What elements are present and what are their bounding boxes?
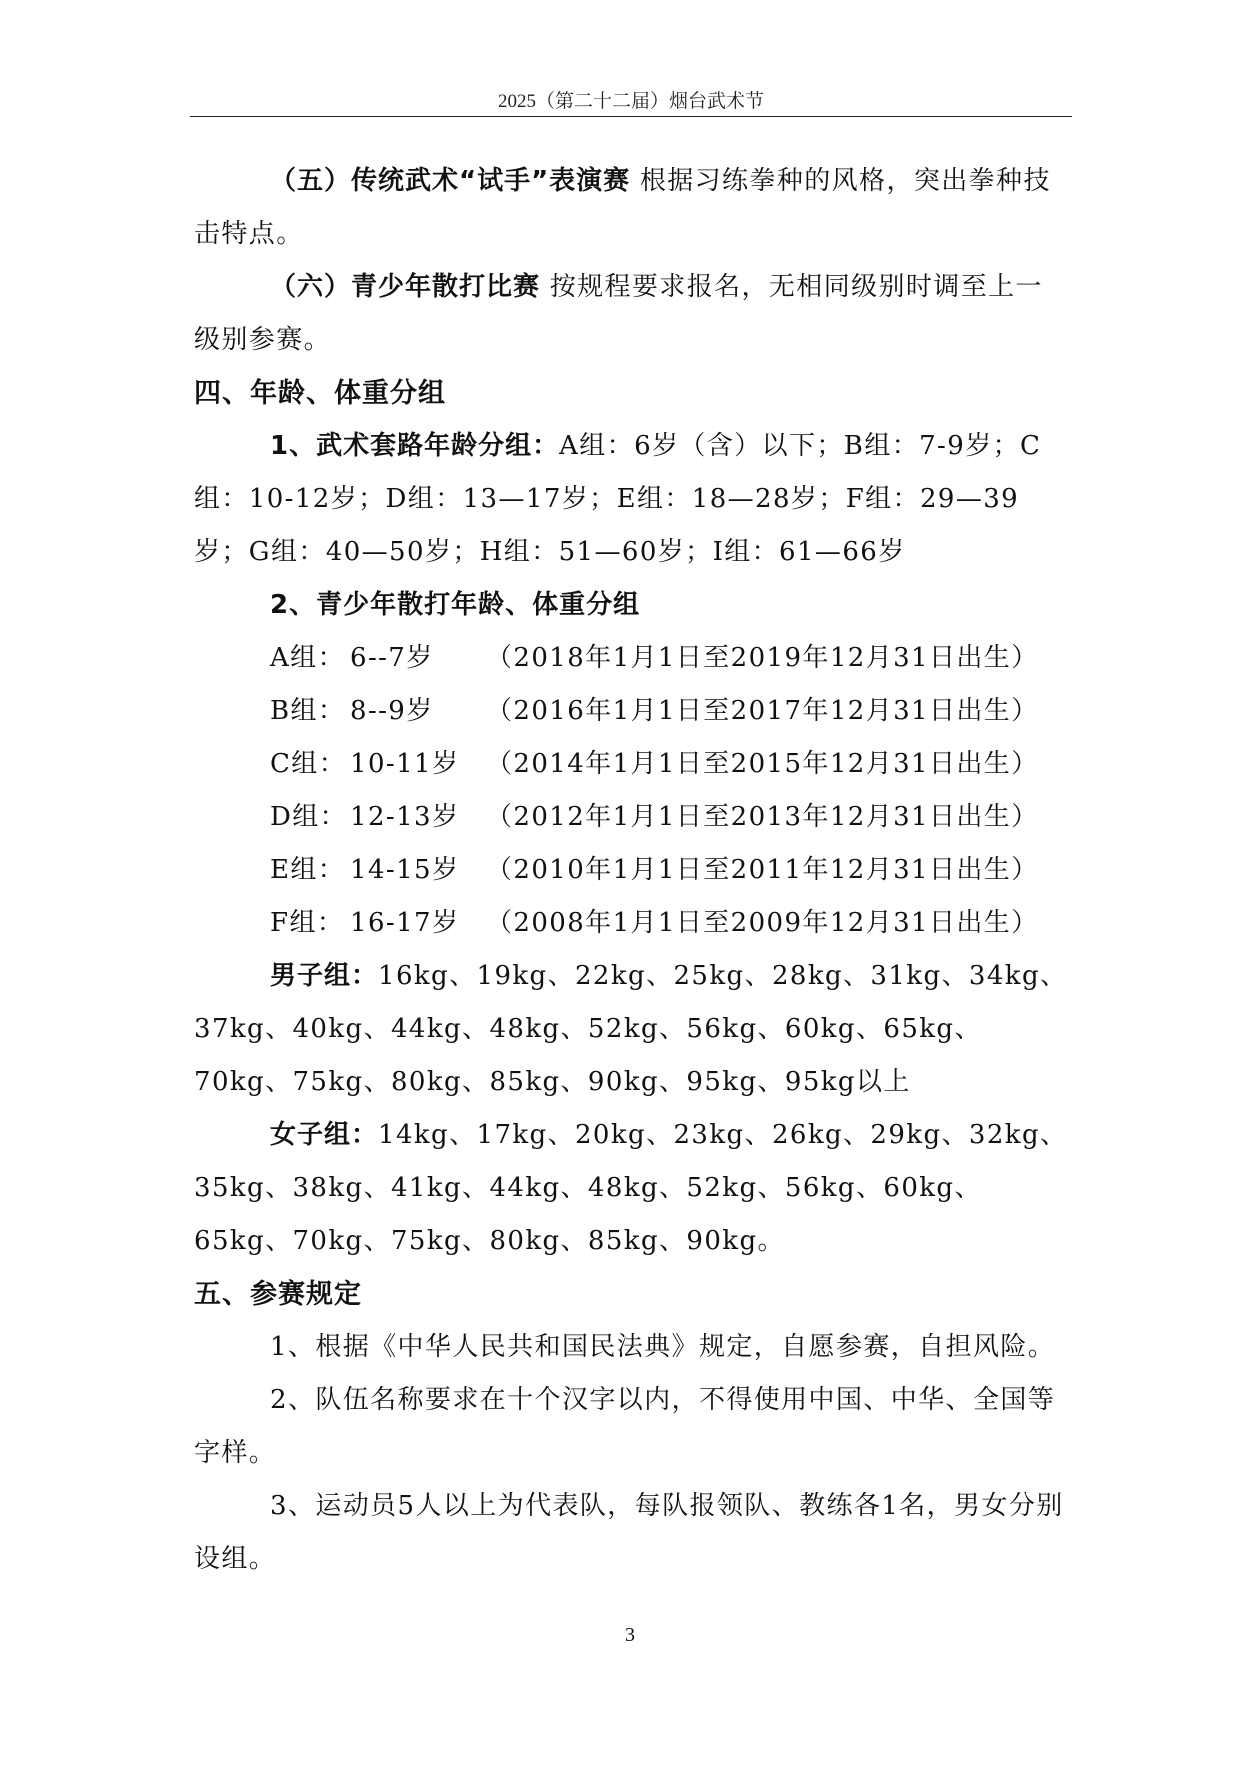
male-group-label: 男子组：: [270, 961, 379, 991]
group-label: B组：: [270, 696, 346, 726]
page-header: 2025（第二十二届）烟台武术节: [497, 91, 764, 112]
paragraph-female-weights: [194, 1109, 1068, 1268]
group-birth-range: （2018年1月1日至2019年12月31日出生）: [486, 643, 1039, 673]
group-age: 8--9岁: [350, 696, 434, 726]
section-5-label: （五）传统武术“试手”表演赛: [270, 166, 631, 196]
group-label: C组：: [270, 749, 347, 779]
paragraph-section-6: [194, 261, 1068, 367]
group-age: 12-13岁: [350, 802, 460, 832]
heading-participation-rules: 五、参赛规定: [194, 1279, 362, 1310]
rule-item: 2、队伍名称要求在十个汉字以内，不得使用中国、中华、全国等字样。: [194, 1385, 1056, 1468]
group-birth-range: （2010年1月1日至2011年12月31日出生）: [486, 855, 1039, 885]
group-age: 10-11岁: [350, 749, 460, 779]
section-6-label: （六）青少年散打比赛: [270, 272, 541, 302]
group-age: 16-17岁: [350, 908, 460, 938]
section-6-text: 按规程要求报名，无相同级别时调至上一级别参赛。: [194, 272, 1043, 355]
document-body: [194, 155, 1068, 1586]
group-label: F组：: [270, 908, 345, 938]
male-weight-classes: 16kg、19kg、22kg、25kg、28kg、31kg、34kg、37kg、40kg、44kg、48kg、52kg、56kg、60kg、65kg、70kg、75kg、80kg、85kg、90kg、95kg、95kg以上: [194, 961, 1068, 1097]
group-birth-range: （2012年1月1日至2013年12月31日出生）: [486, 802, 1039, 832]
sanda-group-row: [194, 791, 1068, 844]
paragraph-taolu-age-groups: [194, 420, 1068, 579]
group-birth-range: （2016年1月1日至2017年12月31日出生）: [486, 696, 1039, 726]
group-label: E组：: [270, 855, 346, 885]
group-birth-range: （2014年1月1日至2015年12月31日出生）: [486, 749, 1039, 779]
group-age: 14-15岁: [350, 855, 460, 885]
group-label: A组：: [270, 643, 345, 673]
page-number: 3: [625, 1624, 635, 1646]
sanda-group-row: [194, 685, 1068, 738]
group-birth-range: （2008年1月1日至2009年12月31日出生）: [486, 908, 1039, 938]
female-group-label: 女子组：: [270, 1120, 379, 1150]
paragraph-section-5: [194, 155, 1068, 261]
rule-item: 1、根据《中华人民共和国民法典》规定，自愿参赛，自担风险。: [270, 1332, 1056, 1362]
sanda-group-row: [194, 738, 1068, 791]
sanda-group-row: [194, 897, 1068, 950]
sanda-group-row: [194, 632, 1068, 685]
section-5-text: 根据习练拳种的风格，突出拳种技击特点。: [194, 166, 1051, 249]
rule-item: 3、运动员5人以上为代表队，每队报领队、教练各1名，男女分别设组。: [194, 1491, 1064, 1574]
group-age: 6--7岁: [350, 643, 434, 673]
sanda-groups-title: 2、青少年散打年龄、体重分组: [270, 590, 641, 620]
header-divider: [190, 116, 1072, 117]
group-label: D组：: [270, 802, 348, 832]
paragraph-male-weights: [194, 950, 1068, 1109]
taolu-age-text: A组：6岁（含）以下；B组：7-9岁；C组：10-12岁；D组：13—17岁；E组：18—28岁；F组：29—39岁；G组：40—50岁；H组：51—60岁；I组：61—66岁: [194, 431, 1042, 567]
female-weight-classes: 14kg、17kg、20kg、23kg、26kg、29kg、32kg、35kg、38kg、41kg、44kg、48kg、52kg、56kg、60kg、65kg、70kg、75kg、80kg、85kg、90kg。: [194, 1120, 1068, 1256]
heading-age-weight-groups: 四、年龄、体重分组: [194, 378, 446, 409]
sanda-group-row: [194, 844, 1068, 897]
taolu-age-label: 1、武术套路年龄分组：: [270, 431, 560, 461]
